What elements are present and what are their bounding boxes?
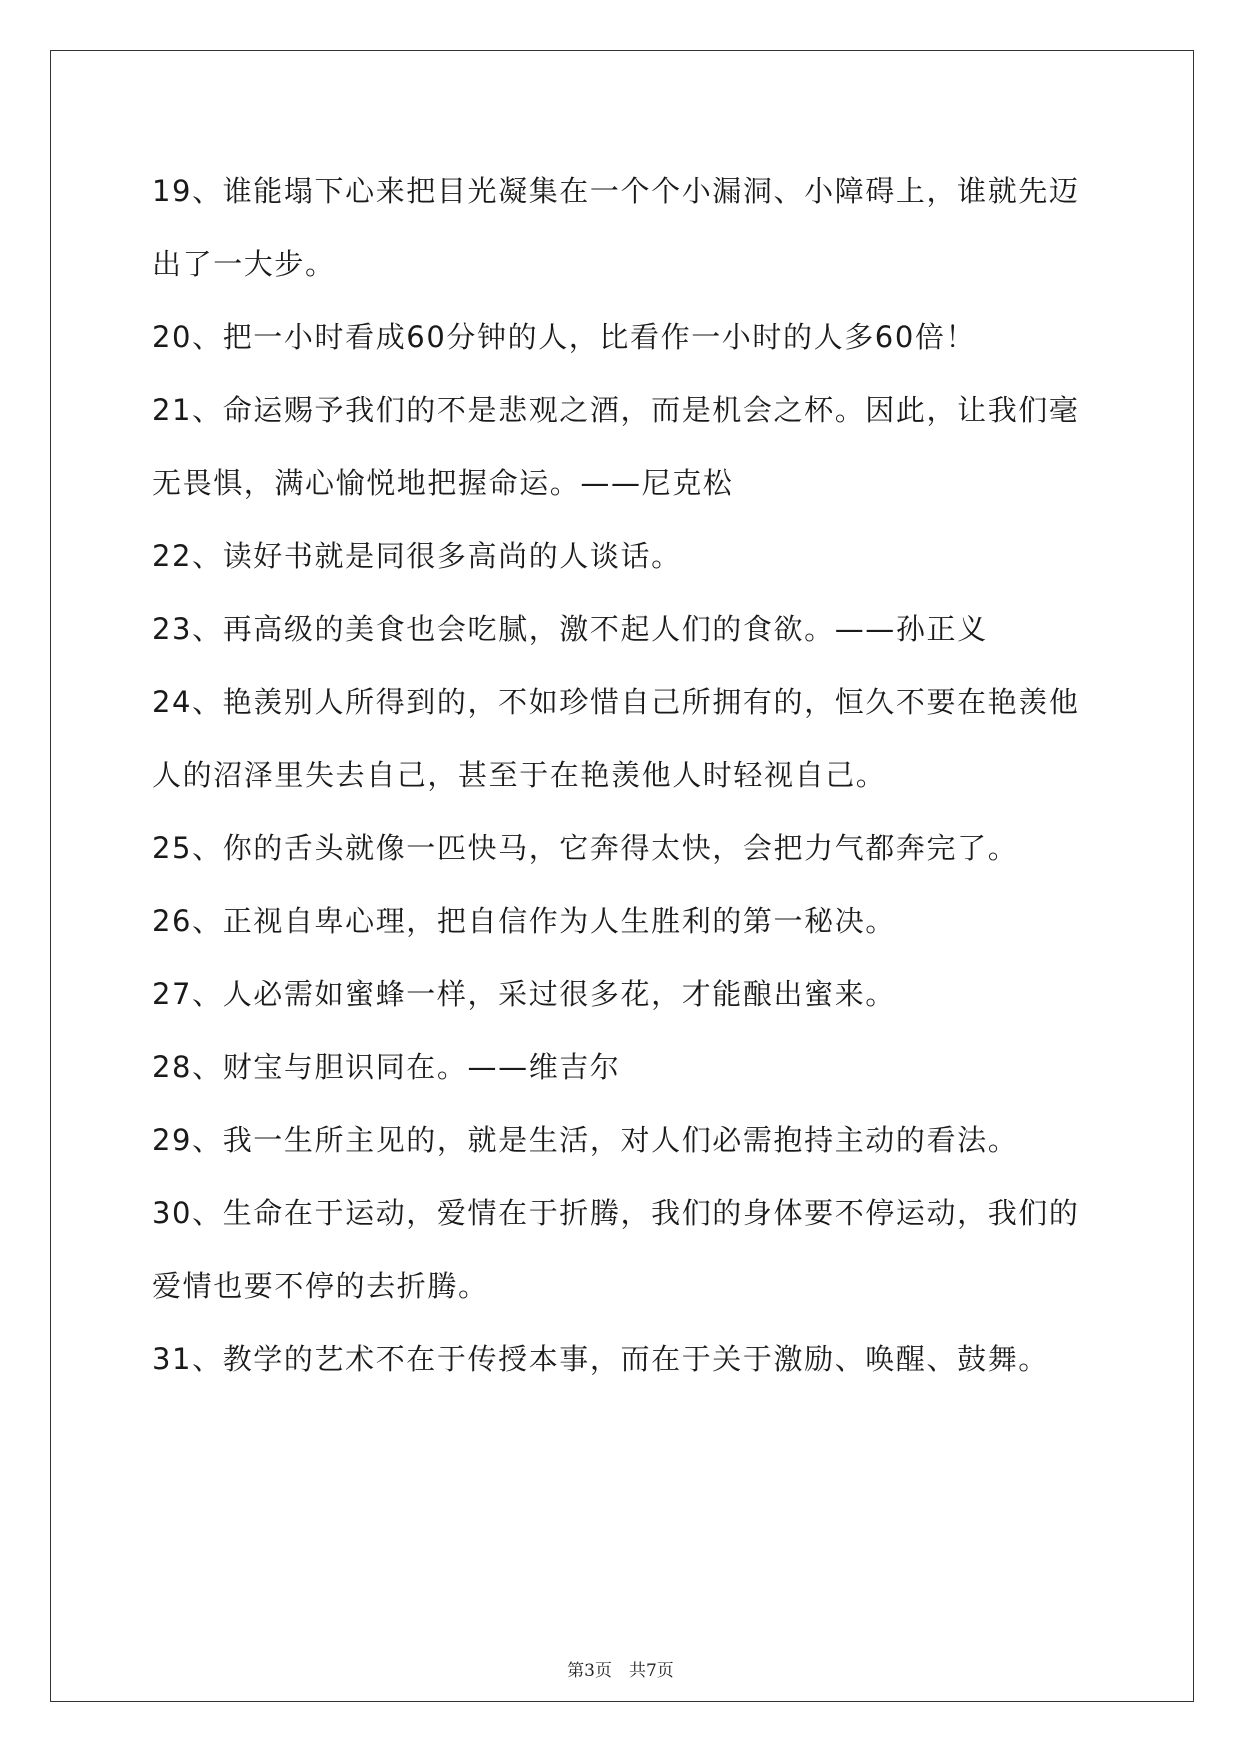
text-line: 24、艳羡别人所得到的，不如珍惜自己所拥有的，恒久不要在艳羡他 [152,685,1080,719]
text-line: 22、读好书就是同很多高尚的人谈话。 [152,539,682,573]
text-line: 无畏惧，满心愉悦地把握命运。——尼克松 [152,466,734,500]
text-line: 28、财宝与胆识同在。——维吉尔 [152,1050,621,1084]
text-line: 26、正视自卑心理，把自信作为人生胜利的第一秘决。 [152,904,896,938]
text-line: 爱情也要不停的去折腾。 [152,1269,489,1303]
text-line: 23、再高级的美食也会吃腻，激不起人们的食欲。——孙正义 [152,612,988,646]
page-border [50,50,1194,1702]
text-line: 27、人必需如蜜蜂一样，采过很多花，才能酿出蜜来。 [152,977,896,1011]
text-line: 人的沼泽里失去自己，甚至于在艳羡他人时轻视自己。 [152,758,887,792]
text-line: 25、你的舌头就像一匹快马，它奔得太快，会把力气都奔完了。 [152,831,1019,865]
page-number-footer: 第3页 共7页 [567,1661,674,1681]
text-line: 30、生命在于运动，爱情在于折腾，我们的身体要不停运动，我们的 [152,1196,1080,1230]
text-line: 20、把一小时看成60分钟的人，比看作一小时的人多60倍！ [152,320,977,354]
text-line: 31、教学的艺术不在于传授本事，而在于关于激励、唤醒、鼓舞。 [152,1342,1049,1376]
text-line: 19、谁能塌下心来把目光凝集在一个个小漏洞、小障碍上，谁就先迈 [152,174,1080,208]
text-line: 29、我一生所主见的，就是生活，对人们必需抱持主动的看法。 [152,1123,1019,1157]
text-line: 21、命运赐予我们的不是悲观之酒，而是机会之杯。因此，让我们毫 [152,393,1080,427]
text-line: 出了一大步。 [152,247,336,281]
